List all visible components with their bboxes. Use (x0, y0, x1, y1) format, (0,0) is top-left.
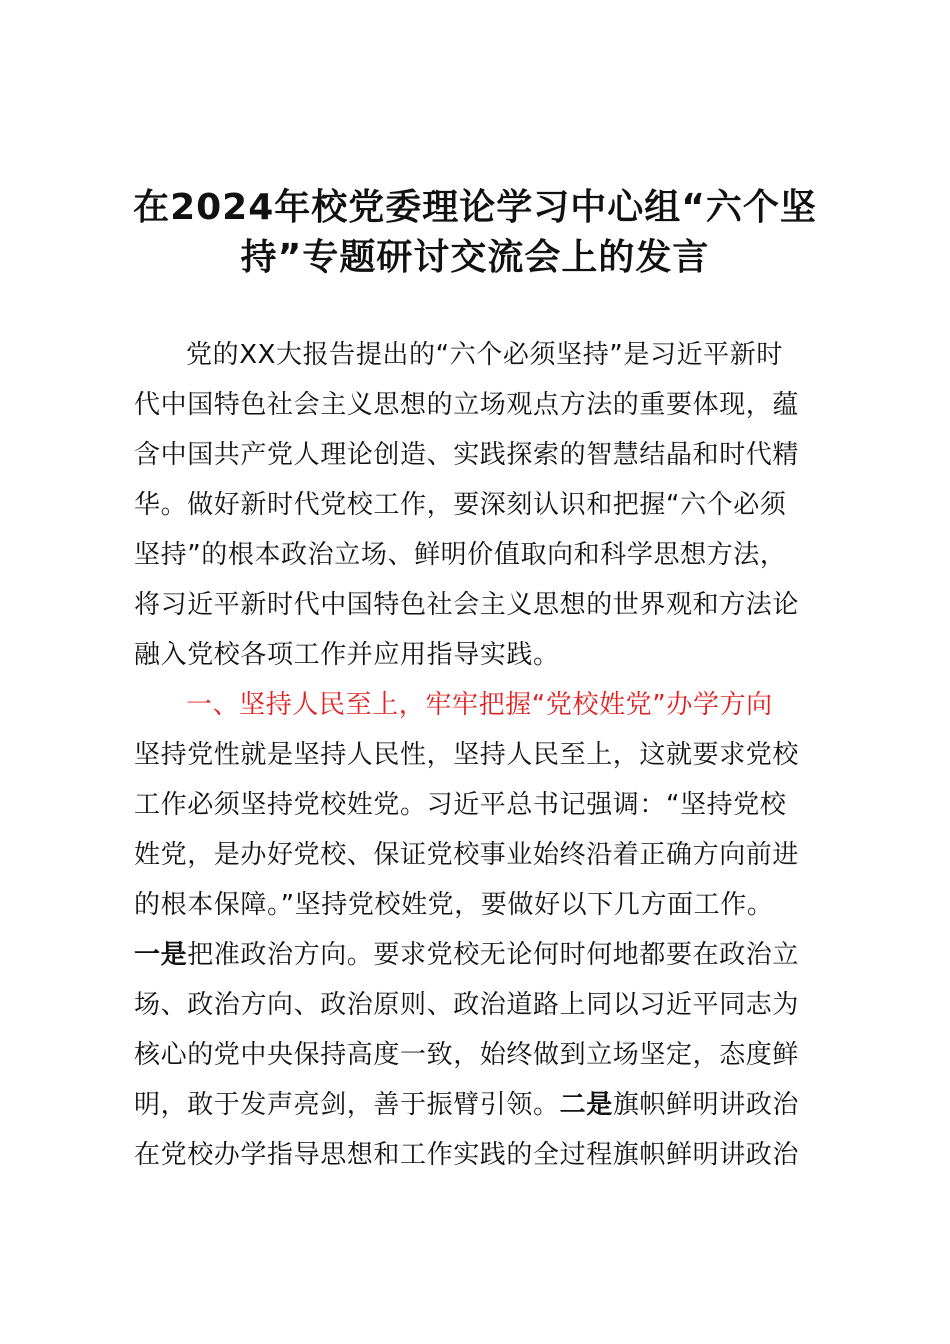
paragraph-line (134, 1080, 834, 1130)
section-heading: 一、坚持人民至上，牢牢把握“党校姓党”办学方向 (186, 690, 773, 720)
paragraph-line: 场、政治方向、政治原则、政治道路上同以习近平同志为 (134, 990, 800, 1020)
document-title-line-1: 在2024年校党委理论学习中心组“六个坚 (133, 187, 817, 228)
paragraph-line: 的根本保障。”坚持党校姓党，要做好以下几方面工作。 (134, 890, 774, 920)
paragraph-line: 华。做好新时代党校工作，要深刻认识和把握“六个必须 (134, 490, 787, 520)
bold-prefix: 一是 (134, 940, 188, 970)
paragraph-line: 姓党，是办好党校、保证党校事业始终沿着正确方向前进 (134, 840, 800, 870)
document-title-line-2: 持”专题研讨交流会上的发言 (240, 237, 710, 278)
paragraph-line: 在党校办学指导思想和工作实践的全过程旗帜鲜明讲政治 (134, 1140, 800, 1170)
paragraph-line: 核心的党中央保持高度一致，始终做到立场坚定，态度鲜 (134, 1040, 800, 1070)
line-text: 把准政治方向。要求党校无论何时何地都要在政治立 (187, 940, 800, 970)
paragraph-line: 融入党校各项工作并应用指导实践。 (134, 640, 560, 670)
paragraph-line: 工作必须坚持党校姓党。习近平总书记强调：“坚持党校 (134, 790, 787, 820)
line-text: 旗帜鲜明讲政治 (612, 1090, 800, 1120)
paragraph-line: 党的XX大报告提出的“六个必须坚持”是习近平新时 (186, 340, 783, 370)
paragraph-line: 将习近平新时代中国特色社会主义思想的世界观和方法论 (134, 590, 800, 620)
paragraph-line: 含中国共产党人理论创造、实践探索的智慧结晶和时代精 (134, 440, 800, 470)
paragraph-line: 坚持”的根本政治立场、鲜明价值取向和科学思想方法， (134, 540, 787, 570)
paragraph-line: 代中国特色社会主义思想的立场观点方法的重要体现，蕴 (134, 390, 800, 420)
line-text: 明，敢于发声亮剑，善于振臂引领。 (134, 1090, 560, 1120)
paragraph-line: 坚持党性就是坚持人民性，坚持人民至上，这就要求党校 (134, 740, 800, 770)
bold-prefix: 二是 (559, 1090, 613, 1120)
paragraph-line (134, 930, 834, 980)
